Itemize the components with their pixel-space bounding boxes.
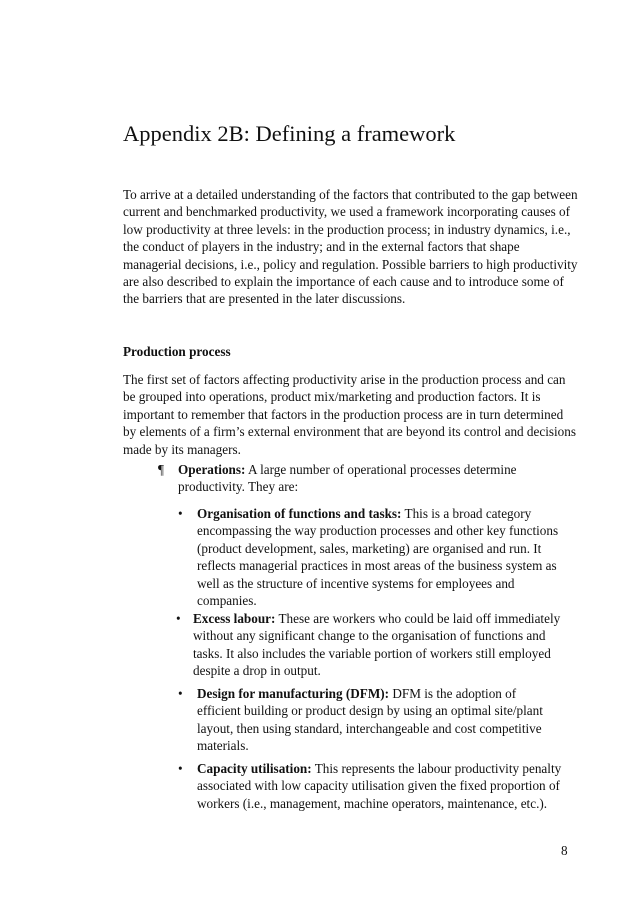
bullet-icon: • — [176, 611, 181, 626]
bullet-icon: • — [178, 506, 183, 521]
operations-label: Operations: — [178, 462, 246, 477]
bullet-icon: • — [178, 686, 183, 701]
item-label: Excess labour: — [193, 611, 276, 626]
item-text: This is a broad category encompassing the way production processes and other key functions (product development, sales, marketing) are organised and run. It reflects managerial practices in most areas of the business system as well as the structure of incentive systems for employees and companies. — [197, 506, 559, 609]
item-text: DFM is the adoption of efficient building or product design by using an optimal site/plant layout, then using standard, interchangeable and cost competitive materials. — [197, 686, 543, 754]
operations-item — [178, 461, 558, 496]
bullet-icon: • — [178, 761, 183, 776]
item-text: These are workers who could be laid off immediately without any significant change to the organisation of functions and tasks. It also includes the variable portion of workers still employed despite a drop in output. — [193, 611, 561, 679]
intro-paragraph: To arrive at a detailed understanding of the factors that contributed to the gap between current and benchmarked productivity, we used a framework incorporating causes of low productivity at three levels: in the production process; in industry dynamics, i.e., the conduct of players in the industry; and in the external factors that shape managerial decisions, i.e., policy and regulation. Possible barriers to high productivity are also described to explain the importance of each cause and to introduce some of the barriers that are presented in the later discussions. — [123, 187, 578, 307]
item-label: Design for manufacturing (DFM): — [197, 686, 390, 701]
item-label: Organisation of functions and tasks: — [197, 506, 402, 521]
list-item-organisation — [197, 505, 575, 609]
list-item-excess-labour — [193, 610, 565, 680]
section-paragraph: The first set of factors affecting productivity arise in the production process and can be grouped into operations, product mix/marketing and production factors. It is important to remember that factors in the production process are in turn determined by elements of a firm’s external environment that are beyond its control and decisions made by its managers. — [123, 372, 577, 457]
operations-text: A large number of operational processes determine productivity. They are: — [178, 462, 517, 495]
section-heading: Production process — [123, 344, 231, 359]
item-label: Capacity utilisation: — [197, 761, 312, 776]
list-item-dfm — [197, 685, 562, 755]
list-item-capacity — [197, 760, 562, 812]
page-title: Appendix 2B: Defining a framework — [123, 121, 456, 146]
pilcrow-marker: ¶ — [158, 462, 164, 477]
item-text: This represents the labour productivity penalty associated with low capacity utilisation given the fixed proportion of workers (i.e., management, machine operators, maintenance, etc.). — [197, 761, 562, 811]
page-number: 8 — [561, 843, 568, 858]
